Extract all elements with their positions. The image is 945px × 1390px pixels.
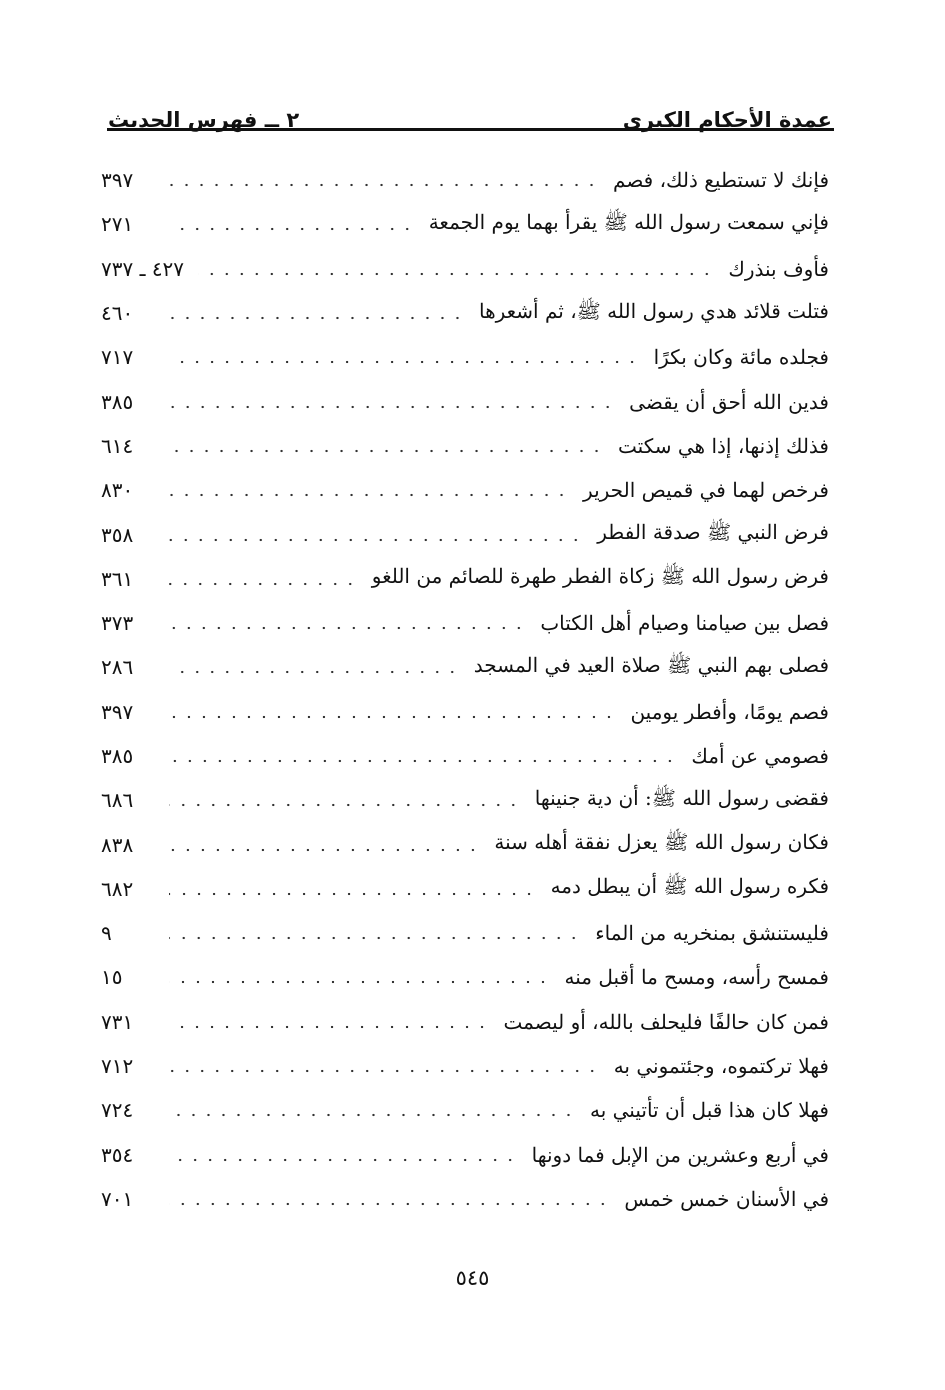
dot-leader: [169, 493, 569, 497]
dot-leader: [198, 272, 714, 276]
hadith-text: فرخص لهما في قميص الحرير: [583, 478, 829, 503]
dot-leader: [169, 1202, 610, 1206]
hadith-text: فصومي عن أمك: [691, 744, 829, 768]
dot-leader: [169, 582, 358, 586]
entry-page-number: ١٥: [101, 965, 123, 990]
entry-page-number: ٣٦١: [101, 566, 134, 591]
hadith-text: فإنك لا تستطيع ذلك، فصم: [613, 168, 829, 193]
index-entry: [101, 291, 829, 335]
entry-page-number: ٣٩٧: [101, 699, 134, 724]
entry-page-number: ٦٨٢: [101, 876, 134, 901]
dot-leader: [169, 360, 640, 364]
entry-page-number: ٦١٤: [101, 433, 134, 458]
hadith-text: فدين الله أحق أن يقضى: [629, 389, 829, 414]
hadith-text: فهلا تركتموه، وجئتموني به: [613, 1054, 829, 1079]
index-entry: [101, 335, 829, 379]
book-title: عمدة الأحكام الكبرى: [622, 108, 832, 132]
hadith-text: في أربع وعشرين من الإبل فما دونها: [531, 1142, 829, 1167]
index-entry: [101, 1177, 829, 1221]
index-entry: [101, 1044, 829, 1088]
entry-page-number: ٧٢٤: [101, 1098, 134, 1123]
dot-leader: [169, 449, 604, 453]
hadith-text: فكره رسول الله ﷺ أن يبطل دمه: [550, 874, 829, 899]
hadith-text: فرض رسول الله ﷺ زكاة الفطر طهرة للصائم من اللغو: [371, 564, 829, 589]
hadith-text: فتلت قلائد هدي رسول الله ﷺ، ثم أشعرها: [478, 298, 829, 323]
dot-leader: [169, 1113, 576, 1117]
index-entry: [101, 557, 829, 601]
index-entry: [101, 1000, 829, 1044]
index-entry: [101, 468, 829, 512]
index-entry: [101, 867, 829, 911]
entry-page-number: ٢٨٦: [101, 655, 134, 680]
hadith-text: فمن كان حالفًا فليحلف بالله، أو ليصمت: [503, 1009, 829, 1034]
index-entry: [101, 911, 829, 955]
dot-leader: [169, 405, 615, 409]
hadith-text: فمسح رأسه، ومسح ما أقبل منه: [564, 965, 829, 990]
entry-page-number: ٧٠١: [101, 1186, 134, 1211]
entry-page-number: ٢٧١: [101, 212, 134, 237]
entry-page-number: ٩: [101, 921, 112, 946]
entry-page-number: ٧٣١: [101, 1009, 134, 1034]
dot-leader: [169, 538, 583, 542]
entry-page-number: ٣٥٤: [101, 1142, 134, 1167]
header-rule: [107, 128, 834, 131]
hadith-text: في الأسنان خمس خمس: [624, 1186, 829, 1211]
entry-page-number: ٤٢٧ ـ ٧٣٧: [101, 256, 185, 281]
dot-leader: [169, 715, 616, 719]
hadith-index-list: [101, 158, 829, 1221]
entry-page-number: ٨٣٠: [101, 478, 134, 503]
index-entry: [101, 512, 829, 556]
hadith-text: فذلك إذنها، إذا هي سكتت: [618, 433, 829, 458]
hadith-text: فكان رسول الله ﷺ يعزل نفقة أهله سنة: [494, 830, 829, 855]
dot-leader: [169, 227, 415, 231]
hadith-text: فأوف بنذرك: [728, 256, 829, 281]
index-entry: [101, 424, 829, 468]
index-entry: [101, 379, 829, 423]
dot-leader: [169, 892, 537, 896]
entry-page-number: ٨٣٨: [101, 832, 134, 857]
dot-leader: [169, 626, 526, 630]
index-entry: [101, 955, 829, 999]
entry-page-number: ٣٥٨: [101, 522, 134, 547]
index-entry: [101, 601, 829, 645]
index-entry: [101, 822, 829, 866]
dot-leader: [169, 183, 599, 187]
hadith-text: فليستنشق بمنخريه من الماء: [595, 921, 829, 946]
hadith-text: فصل بين صيامنا وصيام أهل الكتاب: [540, 611, 829, 636]
index-entry: [101, 247, 829, 291]
index-entry: [101, 1088, 829, 1132]
entry-page-number: ٣٨٥: [101, 389, 134, 414]
dot-leader: [169, 1158, 518, 1162]
running-header: [108, 95, 832, 131]
index-entry: [101, 202, 829, 246]
entry-page-number: ٣٩٧: [101, 168, 134, 193]
index-entry: [101, 690, 829, 734]
page-number: ٥٤٥: [455, 1266, 490, 1290]
dot-leader: [169, 1025, 490, 1029]
hadith-text: فرض النبي ﷺ صدقة الفطر: [597, 520, 829, 545]
entry-page-number: ٦٨٦: [101, 788, 134, 813]
dot-leader: [169, 936, 581, 940]
index-entry: [101, 158, 829, 202]
entry-page-number: ٧١٧: [101, 345, 134, 370]
index-entry: [101, 778, 829, 822]
index-entry: [101, 1133, 829, 1177]
hadith-text: فهلا كان هذا قبل أن تأتيني به: [589, 1098, 829, 1123]
entry-page-number: ٤٦٠: [101, 301, 134, 326]
dot-leader: [169, 759, 677, 763]
index-entry: [101, 645, 829, 689]
hadith-text: فقضى رسول الله ﷺ: أن دية جنينها: [534, 785, 829, 810]
hadith-text: فصم يومًا، وأفطر يومين: [630, 699, 829, 724]
dot-leader: [169, 980, 550, 984]
entry-page-number: ٣٧٣: [101, 611, 134, 636]
hadith-text: فإني سمعت رسول الله ﷺ يقرأ بهما يوم الجمعة: [428, 209, 829, 234]
dot-leader: [169, 803, 521, 807]
index-entry: [101, 734, 829, 778]
dot-leader: [169, 848, 480, 852]
section-title: ٢ ــ فهرس الحديث: [108, 108, 300, 132]
hadith-text: فصلى بهم النبي ﷺ صلاة العيد في المسجد: [473, 652, 829, 677]
dot-leader: [169, 670, 460, 674]
entry-page-number: ٣٨٥: [101, 744, 134, 768]
dot-leader: [169, 1069, 600, 1073]
entry-page-number: ٧١٢: [101, 1054, 134, 1079]
dot-leader: [169, 316, 465, 320]
hadith-text: فجلده مائة وكان بكرًا: [653, 345, 829, 370]
